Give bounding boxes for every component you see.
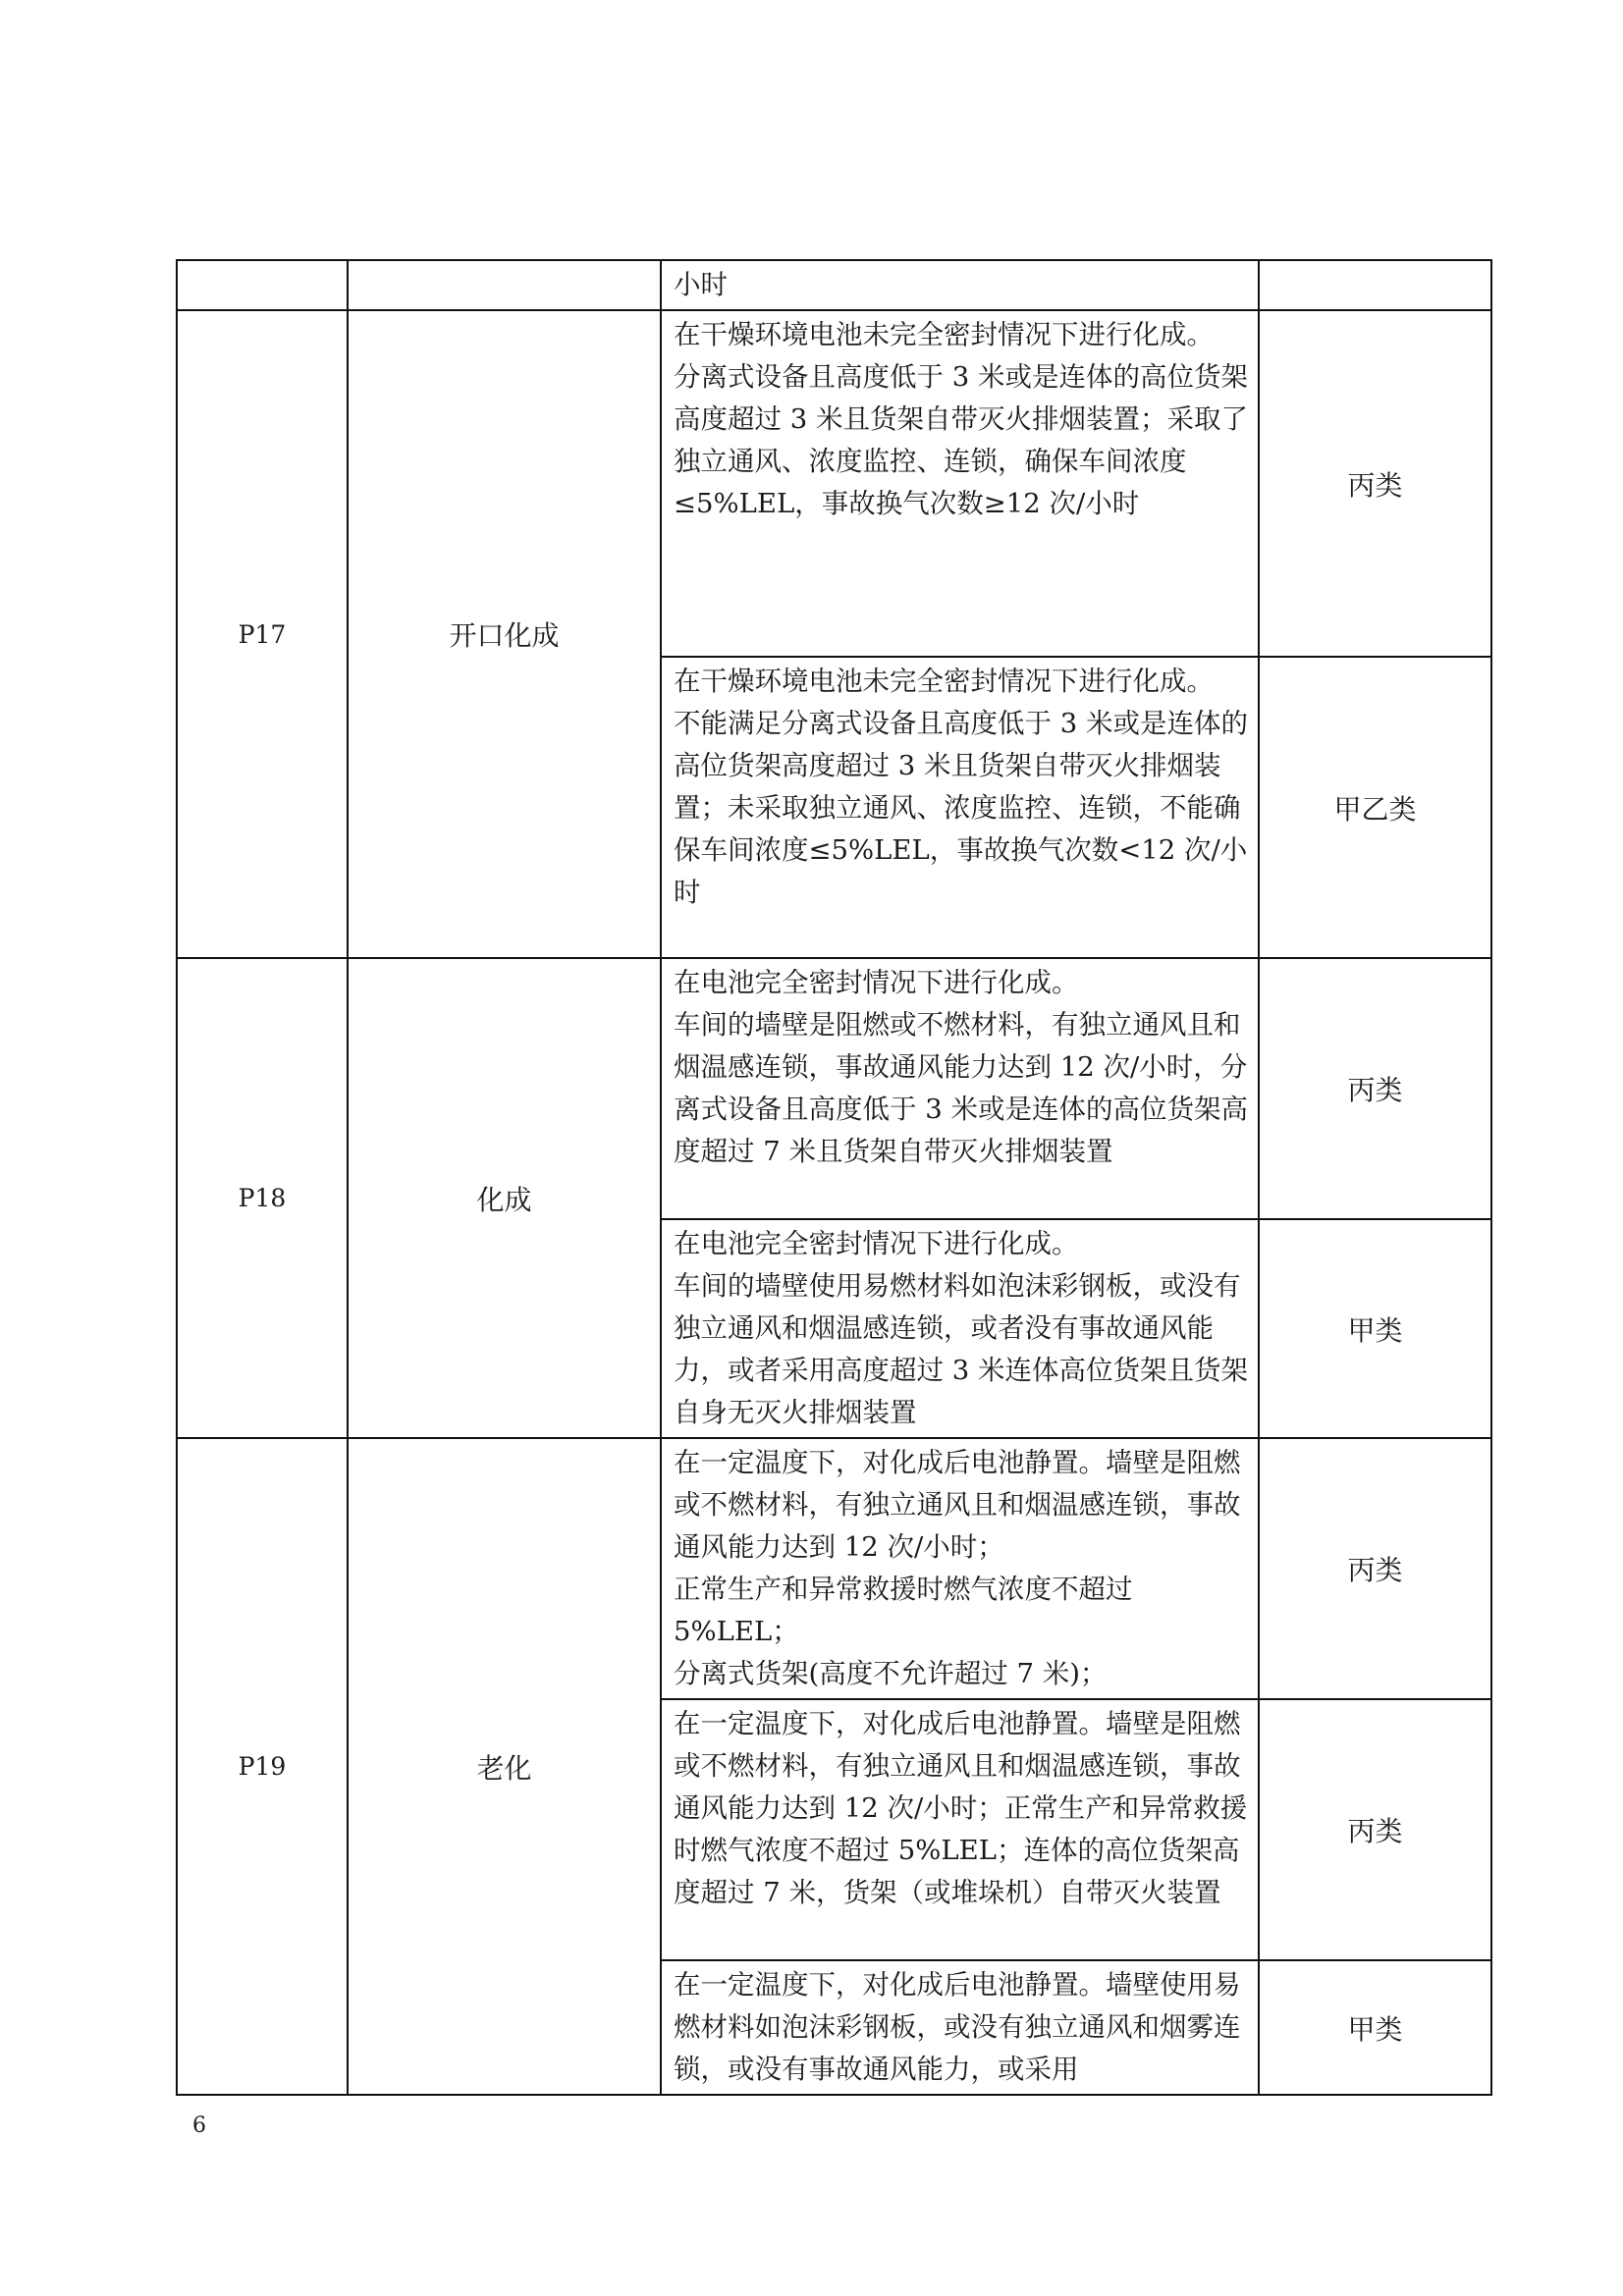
- condition-text: 车间的墙壁使用易燃材料如泡沫彩钢板，或没有独立通风和烟温感连锁，或者没有事故通风能力，或者采用高度超过 3 米连体高位货架且货架自身无灭火排烟装置: [674, 1270, 1248, 1428]
- condition-cell: [661, 310, 1259, 657]
- process-code-cell: P19: [177, 1438, 348, 2095]
- process-code-cell: [177, 260, 348, 310]
- fire-class-cell: 甲类: [1259, 1960, 1491, 2095]
- table-row: [177, 260, 1491, 310]
- table-row: [177, 1438, 1491, 1699]
- fire-class-cell: 丙类: [1259, 1438, 1491, 1699]
- condition-cell: [661, 260, 1259, 310]
- fire-class-cell: 丙类: [1259, 958, 1491, 1219]
- condition-text: 不能满足分离式设备且高度低于 3 米或是连体的高位货架高度超过 3 米且货架自带灭火排烟装置；未采取独立通风、浓度监控、连锁，不能确保车间浓度≤5%LEL，事故换气次数<12 次/小时: [674, 708, 1248, 908]
- condition-text: 在电池完全密封情况下进行化成。: [674, 1228, 1079, 1259]
- condition-text: 在干燥环境电池未完全密封情况下进行化成。: [674, 319, 1214, 350]
- condition-text: 分离式货架(高度不允许超过 7 米)；: [674, 1658, 1108, 1689]
- process-name-cell: 化成: [348, 958, 661, 1438]
- process-code-cell: P18: [177, 958, 348, 1438]
- condition-cell: [661, 1960, 1259, 2095]
- process-name-cell: [348, 260, 661, 310]
- condition-text: 分离式设备且高度低于 3 米或是连体的高位货架高度超过 3 米且货架自带灭火排烟装置；采取了独立通风、浓度监控、连锁，确保车间浓度≤5%LEL，事故换气次数≥12 次/小时: [674, 361, 1248, 519]
- condition-text: 在一定温度下，对化成后电池静置。墙壁是阻燃或不燃材料，有独立通风且和烟温感连锁，事故通风能力达到 12 次/小时；: [674, 1447, 1241, 1563]
- condition-text: 车间的墙壁是阻燃或不燃材料，有独立通风且和烟温感连锁，事故通风能力达到 12 次/小时，分离式设备且高度低于 3 米或是连体的高位货架高度超过 7 米且货架自带灭火排烟装置: [674, 1009, 1248, 1167]
- condition-text: 正常生产和异常救援时燃气浓度不超过 5%LEL；: [674, 1574, 1133, 1647]
- fire-class-cell: [1259, 260, 1491, 310]
- table-row: [177, 958, 1491, 1219]
- condition-text: 在干燥环境电池未完全密封情况下进行化成。: [674, 666, 1214, 697]
- condition-cell: [661, 1219, 1259, 1438]
- page-number: 6: [192, 2113, 206, 2138]
- table-row: [177, 310, 1491, 657]
- condition-cell: [661, 1699, 1259, 1960]
- process-code-cell: P17: [177, 310, 348, 958]
- condition-cell: [661, 657, 1259, 958]
- process-name-cell: 老化: [348, 1438, 661, 2095]
- fire-class-cell: 丙类: [1259, 310, 1491, 657]
- condition-text: 在一定温度下，对化成后电池静置。墙壁使用易燃材料如泡沫彩钢板，或没有独立通风和烟雾连锁，或没有事故通风能力，或采用: [674, 1969, 1241, 2085]
- condition-text: 在一定温度下，对化成后电池静置。墙壁是阻燃或不燃材料，有独立通风且和烟温感连锁，事故通风能力达到 12 次/小时；正常生产和异常救援时燃气浓度不超过 5%LEL；连体的高位货架高度超过 7 米，货架（或堆垛机）自带灭火装置: [674, 1708, 1248, 1908]
- fire-class-cell: 甲乙类: [1259, 657, 1491, 958]
- fire-class-cell: 甲类: [1259, 1219, 1491, 1438]
- process-name-cell: 开口化成: [348, 310, 661, 958]
- condition-cell: [661, 958, 1259, 1219]
- process-classification-table: [176, 259, 1492, 2096]
- condition-cell: [661, 1438, 1259, 1699]
- fire-class-cell: 丙类: [1259, 1699, 1491, 1960]
- condition-text: 在电池完全密封情况下进行化成。: [674, 967, 1079, 998]
- condition-text: 小时: [674, 269, 728, 300]
